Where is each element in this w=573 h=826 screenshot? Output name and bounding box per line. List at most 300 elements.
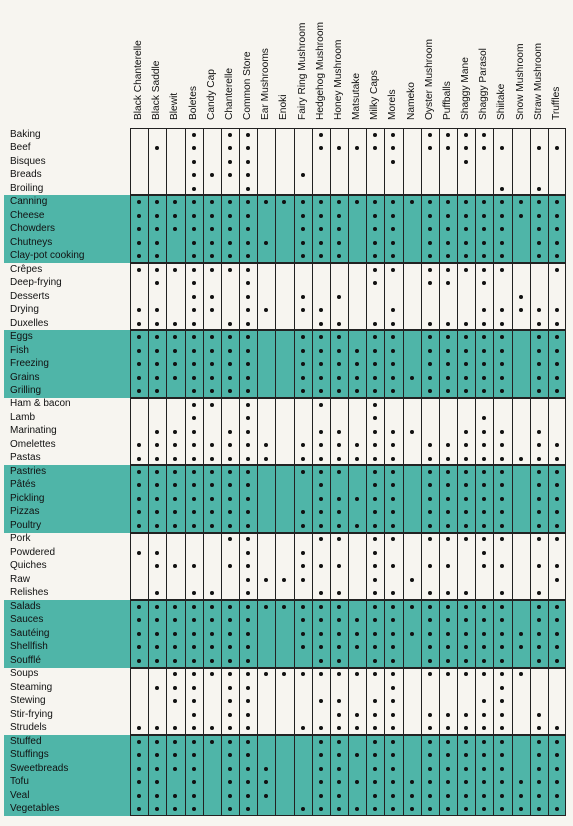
usage-dot <box>319 403 323 407</box>
usage-dot <box>155 268 159 272</box>
usage-dot <box>246 403 250 407</box>
row-label: Pork <box>10 533 31 545</box>
usage-dot <box>537 241 541 245</box>
row-label: Stir-frying <box>10 708 53 720</box>
usage-dot <box>228 349 232 353</box>
usage-dot <box>210 740 214 744</box>
usage-dot <box>246 578 250 582</box>
row-label: Sweetbreads <box>10 762 69 774</box>
usage-dot <box>428 335 432 339</box>
column-header: Hedgehog Mushroom <box>314 22 326 120</box>
usage-dot <box>337 457 341 461</box>
usage-dot <box>301 173 305 177</box>
usage-dot <box>228 214 232 218</box>
column-header: Enoki <box>278 94 290 120</box>
column-divider <box>548 128 549 816</box>
usage-dot <box>537 605 541 609</box>
usage-dot <box>137 241 141 245</box>
usage-dot <box>337 497 341 501</box>
usage-dot <box>192 389 196 393</box>
usage-dot <box>446 241 450 245</box>
usage-dot <box>246 605 250 609</box>
usage-dot <box>155 349 159 353</box>
usage-dot <box>519 780 523 784</box>
usage-dot <box>192 308 196 312</box>
usage-dot <box>155 457 159 461</box>
column-divider <box>203 128 204 816</box>
usage-dot <box>410 376 414 380</box>
usage-dot <box>137 214 141 218</box>
row-label: Relishes <box>10 587 49 599</box>
usage-dot <box>337 335 341 339</box>
usage-dot <box>155 376 159 380</box>
usage-dot <box>428 241 432 245</box>
usage-dot <box>555 443 559 447</box>
usage-dot <box>301 726 305 730</box>
usage-dot <box>228 241 232 245</box>
usage-dot <box>301 524 305 528</box>
row-label: Canning <box>10 196 48 208</box>
usage-dot <box>537 659 541 663</box>
usage-dot <box>555 308 559 312</box>
column-header: Milky Caps <box>369 70 381 120</box>
usage-dot <box>210 227 214 231</box>
usage-dot <box>319 443 323 447</box>
usage-dot <box>537 794 541 798</box>
column-divider <box>294 128 295 816</box>
usage-dot <box>246 659 250 663</box>
usage-dot <box>210 632 214 636</box>
usage-dot <box>337 713 341 717</box>
row-label: Clay-pot cooking <box>10 250 85 262</box>
column-header: Morels <box>387 89 399 120</box>
usage-dot <box>210 295 214 299</box>
usage-dot <box>192 699 196 703</box>
usage-dot <box>337 349 341 353</box>
row-label: Grilling <box>10 385 42 396</box>
usage-dot <box>482 133 486 137</box>
usage-dot <box>319 659 323 663</box>
usage-dot <box>446 389 450 393</box>
usage-dot <box>246 376 250 380</box>
usage-dot <box>555 497 559 501</box>
usage-dot <box>192 322 196 326</box>
usage-dot <box>464 376 468 380</box>
row-label: Ham & bacon <box>10 398 71 410</box>
column-divider <box>330 128 331 816</box>
column-header: Boletes <box>187 86 199 120</box>
usage-dot <box>192 133 196 137</box>
usage-dot <box>210 524 214 528</box>
usage-dot <box>464 457 468 461</box>
usage-dot <box>192 457 196 461</box>
row-label: Vegetables <box>10 803 60 815</box>
usage-dot <box>428 605 432 609</box>
usage-dot <box>555 241 559 245</box>
usage-dot <box>246 632 250 636</box>
usage-dot <box>192 753 196 757</box>
usage-dot <box>555 362 559 366</box>
usage-dot <box>192 173 196 177</box>
usage-dot <box>337 659 341 663</box>
usage-dot <box>555 740 559 744</box>
usage-dot <box>228 389 232 393</box>
usage-dot <box>137 632 141 636</box>
usage-dot <box>428 146 432 150</box>
usage-dot <box>301 376 305 380</box>
usage-dot <box>319 146 323 150</box>
row-label: Tofu <box>10 776 29 788</box>
usage-dot <box>555 794 559 798</box>
column-header: Matsutake <box>351 73 363 120</box>
usage-dot <box>555 524 559 528</box>
usage-dot <box>228 443 232 447</box>
usage-dot <box>555 457 559 461</box>
usage-dot <box>337 362 341 366</box>
usage-dot <box>337 214 341 218</box>
usage-dot <box>319 349 323 353</box>
column-header: Snow Mushroom <box>514 43 526 120</box>
usage-dot <box>246 241 250 245</box>
usage-dot <box>537 187 541 191</box>
usage-dot <box>192 470 196 474</box>
usage-dot <box>210 308 214 312</box>
usage-dot <box>228 268 232 272</box>
usage-dot <box>446 376 450 380</box>
usage-dot <box>464 524 468 528</box>
usage-dot <box>482 430 486 434</box>
usage-dot <box>428 470 432 474</box>
usage-dot <box>301 470 305 474</box>
column-header: Candy Cap <box>205 69 217 120</box>
usage-dot <box>137 349 141 353</box>
usage-dot <box>373 322 377 326</box>
row-label: Stewing <box>10 695 46 707</box>
column-divider <box>221 128 222 816</box>
usage-dot <box>428 389 432 393</box>
usage-dot <box>555 322 559 326</box>
usage-dot <box>246 740 250 744</box>
usage-dot <box>464 214 468 218</box>
usage-dot <box>428 133 432 137</box>
row-label: Broiling <box>10 182 44 194</box>
usage-dot <box>210 605 214 609</box>
usage-dot <box>210 241 214 245</box>
usage-dot <box>446 214 450 218</box>
usage-dot <box>519 632 523 636</box>
column-divider <box>457 128 458 816</box>
usage-dot <box>246 295 250 299</box>
usage-dot <box>446 457 450 461</box>
usage-dot <box>337 740 341 744</box>
usage-dot <box>137 457 141 461</box>
row-label: Shellfish <box>10 641 48 653</box>
column-header: Truffles <box>550 86 562 120</box>
usage-dot <box>246 457 250 461</box>
usage-dot <box>537 524 541 528</box>
usage-dot <box>319 430 323 434</box>
usage-dot <box>446 767 450 771</box>
usage-dot <box>537 254 541 258</box>
row-label: Pastries <box>10 465 47 477</box>
usage-dot <box>246 187 250 191</box>
usage-dot <box>337 295 341 299</box>
usage-dot <box>301 308 305 312</box>
row-label: Duxelles <box>10 317 49 329</box>
usage-dot <box>228 376 232 380</box>
usage-dot <box>246 268 250 272</box>
usage-dot <box>464 794 468 798</box>
usage-dot <box>192 605 196 609</box>
usage-dot <box>482 349 486 353</box>
usage-dot <box>301 362 305 366</box>
usage-dot <box>246 551 250 555</box>
usage-dot <box>446 605 450 609</box>
usage-dot <box>301 254 305 258</box>
usage-dot <box>464 632 468 636</box>
usage-dot <box>410 780 414 784</box>
usage-dot <box>192 780 196 784</box>
usage-dot <box>319 470 323 474</box>
usage-dot <box>428 794 432 798</box>
usage-dot <box>464 160 468 164</box>
usage-dot <box>192 268 196 272</box>
usage-dot <box>210 214 214 218</box>
usage-dot <box>537 376 541 380</box>
row-label: Eggs <box>10 331 33 343</box>
usage-dot <box>246 686 250 690</box>
usage-dot <box>537 457 541 461</box>
usage-dot <box>192 443 196 447</box>
row-label: Veal <box>10 789 30 801</box>
row-label: Steaming <box>10 681 53 693</box>
usage-dot <box>555 632 559 636</box>
row-label: Desserts <box>10 290 50 302</box>
usage-dot <box>537 443 541 447</box>
usage-dot <box>555 578 559 582</box>
usage-dot <box>464 605 468 609</box>
usage-dot <box>319 794 323 798</box>
usage-dot <box>555 470 559 474</box>
usage-dot <box>192 497 196 501</box>
usage-dot <box>210 200 214 204</box>
row-label: Soufflé <box>10 654 41 666</box>
usage-dot <box>446 281 450 285</box>
usage-dot <box>155 322 159 326</box>
usage-dot <box>301 349 305 353</box>
usage-dot <box>537 362 541 366</box>
usage-dot <box>228 430 232 434</box>
row-label: Deep-frying <box>10 277 62 289</box>
usage-dot <box>464 659 468 663</box>
row-label: Poultry <box>10 519 42 531</box>
usage-dot <box>155 214 159 218</box>
usage-dot <box>519 295 523 299</box>
usage-dot <box>519 672 523 676</box>
usage-dot <box>555 376 559 380</box>
row-label: Crêpes <box>10 263 43 275</box>
usage-dot <box>519 457 523 461</box>
usage-dot <box>410 794 414 798</box>
usage-dot <box>537 497 541 501</box>
usage-dot <box>482 322 486 326</box>
usage-dot <box>210 362 214 366</box>
usage-dot <box>210 254 214 258</box>
usage-dot <box>464 430 468 434</box>
usage-dot <box>210 389 214 393</box>
usage-dot <box>319 807 323 811</box>
row-label: Quiches <box>10 560 47 572</box>
usage-dot <box>373 133 377 137</box>
usage-dot <box>228 767 232 771</box>
usage-dot <box>446 443 450 447</box>
usage-dot <box>519 807 523 811</box>
usage-dot <box>319 335 323 339</box>
usage-dot <box>301 605 305 609</box>
usage-dot <box>428 713 432 717</box>
usage-dot <box>446 322 450 326</box>
usage-dot <box>464 767 468 771</box>
usage-dot <box>210 470 214 474</box>
usage-dot <box>355 524 359 528</box>
usage-dot <box>428 268 432 272</box>
column-divider <box>439 128 440 816</box>
row-label: Raw <box>10 573 31 585</box>
usage-dot <box>464 133 468 137</box>
row-label: Lamb <box>10 411 36 423</box>
usage-dot <box>192 524 196 528</box>
column-header: Nameko <box>405 82 417 120</box>
row-label: Soups <box>10 668 39 680</box>
usage-dot <box>246 713 250 717</box>
column-divider <box>185 128 186 816</box>
usage-dot <box>428 281 432 285</box>
usage-dot <box>192 160 196 164</box>
usage-dot <box>246 160 250 164</box>
usage-dot <box>192 403 196 407</box>
row-label: Marinating <box>10 425 57 437</box>
usage-dot <box>192 200 196 204</box>
usage-dot <box>428 659 432 663</box>
usage-dot <box>428 524 432 528</box>
row-label: Beef <box>10 142 31 154</box>
usage-dot <box>301 551 305 555</box>
usage-dot <box>228 362 232 366</box>
usage-dot <box>373 268 377 272</box>
usage-dot <box>301 632 305 636</box>
usage-dot <box>301 457 305 461</box>
row-label: Baking <box>10 128 41 140</box>
usage-dot <box>210 268 214 272</box>
usage-dot <box>428 376 432 380</box>
usage-dot <box>210 376 214 380</box>
usage-dot <box>555 767 559 771</box>
usage-dot <box>337 443 341 447</box>
usage-dot <box>210 443 214 447</box>
usage-dot <box>519 308 523 312</box>
usage-dot <box>537 632 541 636</box>
usage-dot <box>428 740 432 744</box>
usage-dot <box>464 322 468 326</box>
usage-dot <box>137 659 141 663</box>
column-divider <box>421 128 422 816</box>
row-label: Strudels <box>10 722 47 734</box>
usage-dot <box>446 497 450 501</box>
usage-dot <box>428 200 432 204</box>
usage-dot <box>246 322 250 326</box>
usage-dot <box>537 470 541 474</box>
usage-dot <box>228 740 232 744</box>
usage-dot <box>555 214 559 218</box>
usage-dot <box>537 389 541 393</box>
usage-dot <box>428 767 432 771</box>
usage-dot <box>537 335 541 339</box>
usage-dot <box>246 794 250 798</box>
usage-dot <box>210 659 214 663</box>
column-divider <box>257 128 258 816</box>
usage-dot <box>555 389 559 393</box>
usage-dot <box>410 632 414 636</box>
usage-dot <box>446 133 450 137</box>
usage-dot <box>464 740 468 744</box>
usage-dot <box>319 767 323 771</box>
usage-dot <box>464 349 468 353</box>
usage-dot <box>319 497 323 501</box>
usage-dot <box>192 659 196 663</box>
usage-dot <box>264 457 268 461</box>
column-divider <box>275 128 276 816</box>
usage-dot <box>319 362 323 366</box>
usage-dot <box>355 376 359 380</box>
usage-dot <box>319 740 323 744</box>
usage-dot <box>228 524 232 528</box>
usage-dot <box>446 794 450 798</box>
usage-dot <box>446 335 450 339</box>
usage-dot <box>373 349 377 353</box>
usage-dot <box>373 403 377 407</box>
usage-dot <box>446 349 450 353</box>
column-divider <box>148 128 149 816</box>
row-label: Chowders <box>10 223 56 235</box>
usage-dot <box>137 524 141 528</box>
usage-dot <box>228 713 232 717</box>
usage-dot <box>373 794 377 798</box>
usage-dot <box>228 659 232 663</box>
usage-dot <box>301 214 305 218</box>
row-label: Powdered <box>10 546 56 558</box>
usage-dot <box>192 416 196 420</box>
usage-dot <box>246 349 250 353</box>
usage-dot <box>337 767 341 771</box>
usage-dot <box>192 726 196 730</box>
usage-dot <box>319 227 323 231</box>
usage-dot <box>192 430 196 434</box>
row-label: Drying <box>10 304 39 316</box>
usage-dot <box>319 214 323 218</box>
usage-dot <box>192 362 196 366</box>
usage-dot <box>228 160 232 164</box>
usage-dot <box>192 335 196 339</box>
usage-dot <box>137 376 141 380</box>
usage-dot <box>537 740 541 744</box>
usage-dot <box>192 740 196 744</box>
usage-dot <box>192 187 196 191</box>
column-header: Shaggy Parasol <box>478 48 490 120</box>
usage-dot <box>482 241 486 245</box>
usage-dot <box>301 389 305 393</box>
column-header: Ear Mushrooms <box>260 48 272 120</box>
column-divider <box>348 128 349 816</box>
